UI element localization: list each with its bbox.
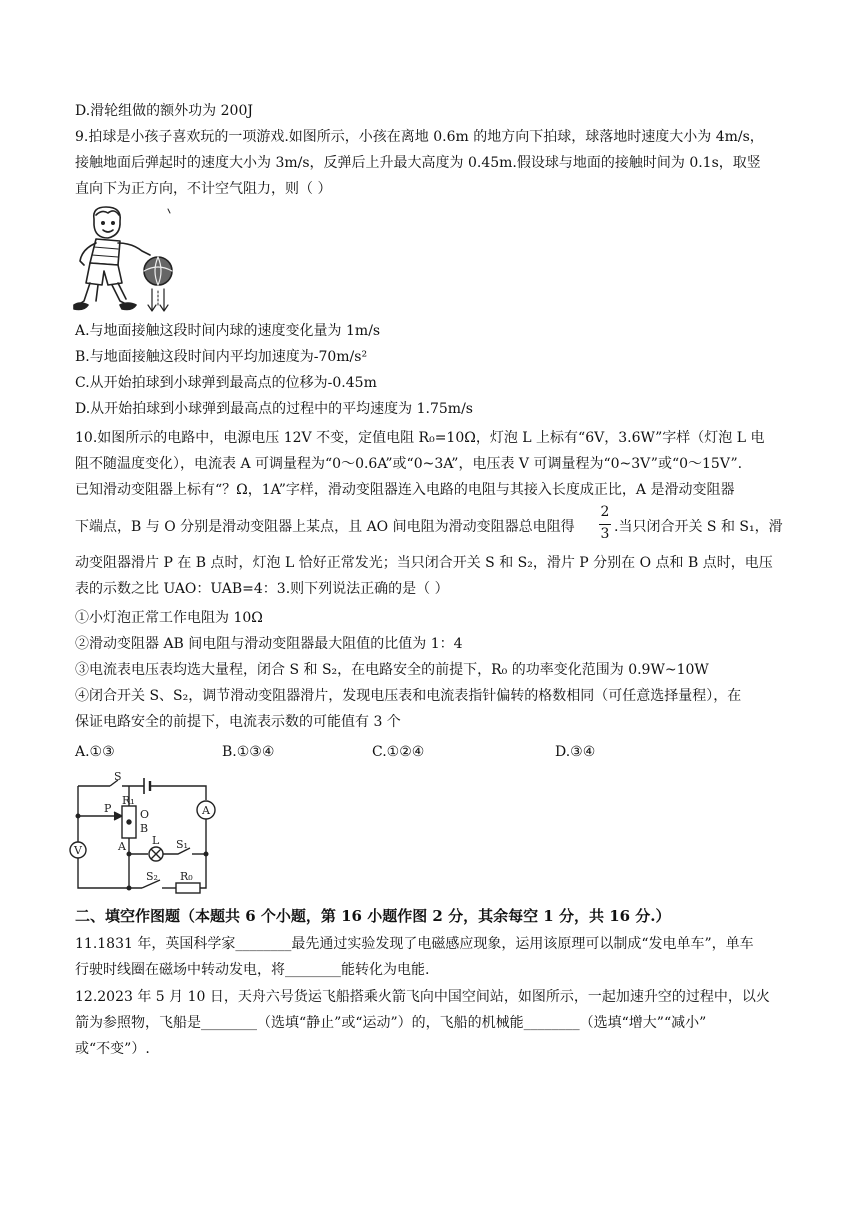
label-lamp-l: L <box>152 834 160 847</box>
q10-stem-line5: 动变阻器滑片 P 在 B 点时，灯泡 L 恰好正常发光；当只闭合开关 S 和 S₂，滑片 P 分别在 O 点和 B 点时，电压 <box>75 555 773 571</box>
label-point-b: B <box>140 822 149 835</box>
label-slider-p: P <box>104 802 112 815</box>
q10-stem-line3: 已知滑动变阻器上标有“？Ω，1A”字样，滑动变阻器连入电路的电阻与其接入长度成正比，A 是滑动变阻器 <box>75 482 735 498</box>
label-switch-s2: S₂ <box>146 870 158 883</box>
section-2-heading: 二、填空作图题（本题共 6 个小题，第 16 小题作图 2 分，其余每空 1 分，共 16 分.） <box>75 907 671 925</box>
q10-statement-2: ②滑动变阻器 AB 间电阻与滑动变阻器最大阻值的比值为 1：4 <box>75 636 463 652</box>
label-point-a: A <box>118 840 126 853</box>
q9-option-a: A.与地面接触这段时间内球的速度变化量为 1m/s <box>75 323 381 339</box>
circuit-diagram <box>66 770 226 894</box>
q9-option-d: D.从开始拍球到小球弹到最高点的过程中的平均速度为 1.75m/s <box>75 401 473 417</box>
q12-line2: 箭为参照物，飞船是________（选填“静止”或“运动”）的，飞船的机械能________（选填“增大”“减小” <box>75 1015 707 1031</box>
q11-line1: 11.1831 年，英国科学家________最先通过实验发现了电磁感应现象，运用该原理可以制成“发电单车”，单车 <box>75 936 754 952</box>
q10-stem-line2: 阻不随温度变化），电流表 A 可调量程为“0～0.6A”或“0~3A”，电压表 V 可调量程为“0~3V”或“0～15V”. <box>75 456 743 472</box>
q12-line3: 或“不变”）. <box>75 1041 150 1057</box>
q10-option-d: D.③④ <box>555 744 596 760</box>
label-ammeter: A <box>202 804 210 817</box>
label-point-o: O <box>140 808 150 821</box>
label-switch-s: S <box>114 770 122 783</box>
q10-statement-3: ③电流表电压表均选大量程，闭合 S 和 S₂，在电路安全的前提下，R₀ 的功率变化范围为 0.9W~10W <box>75 662 709 678</box>
q9-option-c: C.从开始拍球到小球弹到最高点的位移为-0.45m <box>75 375 377 391</box>
q9-stem-line2: 接触地面后弹起时的速度大小为 3m/s，反弹后上升最大高度为 0.45m.假设球与地面的接触时间为 0.1s，取竖 <box>75 155 761 171</box>
q9-stem-line1: 9.拍球是小孩子喜欢玩的一项游戏.如图所示，小孩在离地 0.6m 的地方向下拍球，球落地时速度大小为 4m/s， <box>75 129 764 145</box>
fraction-bar <box>599 524 611 525</box>
fraction-denominator: 3 <box>600 526 610 542</box>
label-rheostat-r1: R₁ <box>122 794 135 807</box>
q10-option-a: A.①③ <box>75 744 115 760</box>
fraction-numerator: 2 <box>600 504 610 520</box>
q10-option-b: B.①③④ <box>222 744 275 760</box>
label-switch-s1: S₁ <box>176 838 188 851</box>
q9-option-b: B.与地面接触这段时间内平均加速度为-70m/s² <box>75 349 368 365</box>
q10-statement-1: ①小灯泡正常工作电阻为 10Ω <box>75 610 263 626</box>
q10-stem-line4-post: .当只闭合开关 S 和 S₁，滑 <box>614 519 783 535</box>
q10-stem-line1: 10.如图所示的电路中，电源电压 12V 不变，定值电阻 R₀=10Ω，灯泡 L 上标有“6V，3.6W”字样（灯泡 L 电 <box>75 430 765 446</box>
label-voltmeter: V <box>74 844 82 857</box>
q9-stem-line3: 直向下为正方向，不计空气阻力，则（ ） <box>75 181 332 197</box>
q11-line2: 行驶时线圈在磁场中转动发电，将________能转化为电能. <box>75 962 430 978</box>
q10-stem-line6: 表的示数之比 UAO：UAB=4：3.则下列说法正确的是（ ） <box>75 581 449 597</box>
q10-option-c: C.①②④ <box>372 744 425 760</box>
q10-statement-4-line2: 保证电路安全的前提下，电流表示数的可能值有 3 个 <box>75 714 401 730</box>
child-dribbling-ball-illustration <box>72 205 184 317</box>
label-resistor-r0: R₀ <box>180 870 193 883</box>
q10-statement-4-line1: ④闭合开关 S、S₂，调节滑动变阻器滑片，发现电压表和电流表指针偏转的格数相同（可任意选择量程），在 <box>75 688 742 704</box>
q12-line1: 12.2023 年 5 月 10 日，天舟六号货运飞船搭乘火箭飞向中国空间站，如图所示，一起加速升空的过程中，以火 <box>75 989 770 1005</box>
q8-option-d: D.滑轮组做的额外功为 200J <box>75 103 253 119</box>
q10-stem-line4-pre: 下端点，B 与 O 分别是滑动变阻器上某点，且 AO 间电阻为滑动变阻器总电阻得 <box>75 519 575 535</box>
